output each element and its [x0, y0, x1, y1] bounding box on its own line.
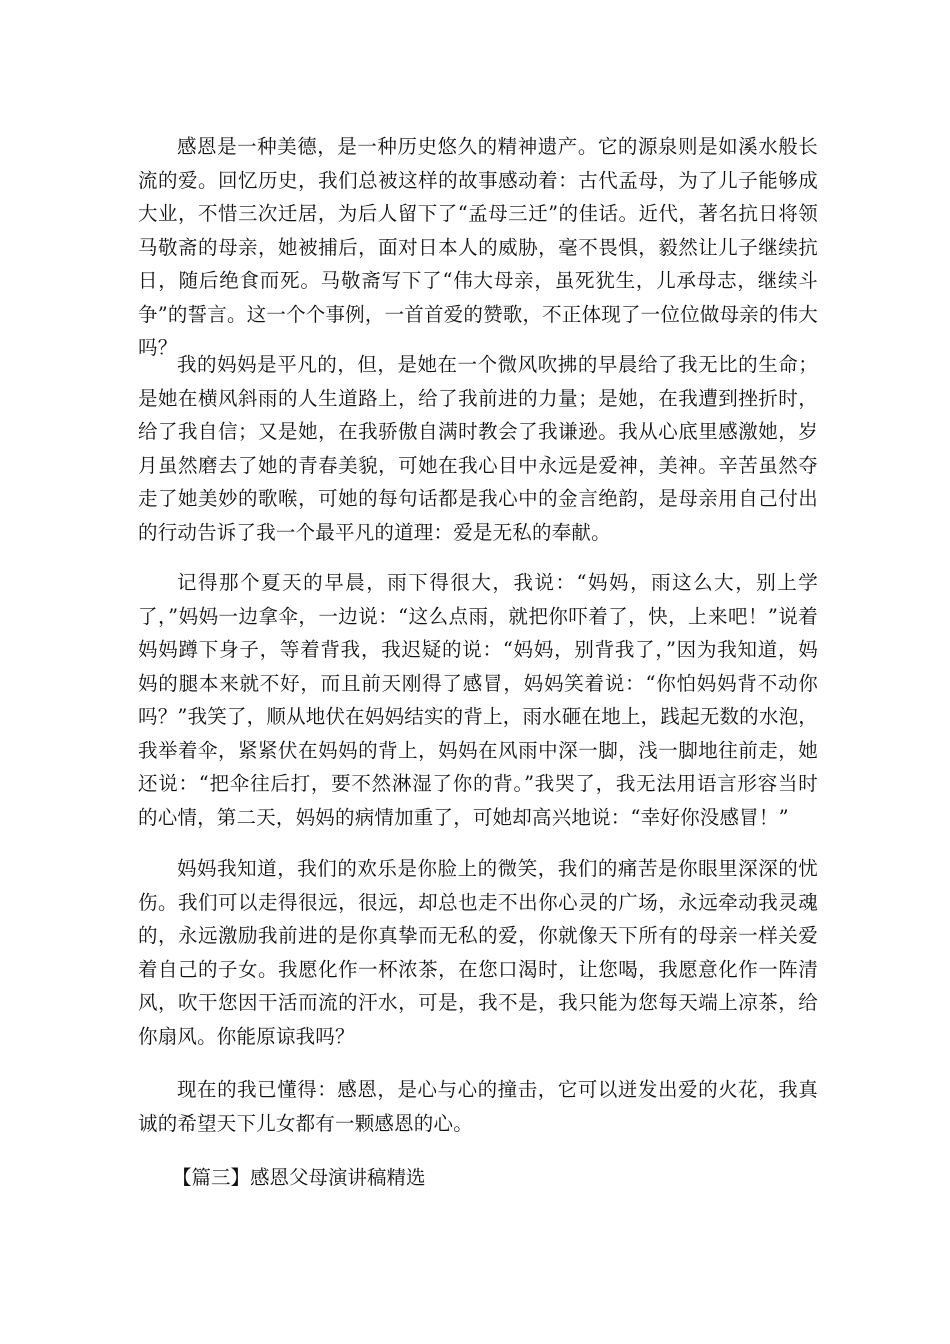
- section-heading: 【篇三】感恩父母演讲稿精选: [172, 1166, 426, 1189]
- paragraph-gratitude-history: 感恩是一种美德，是一种历史悠久的精神遗产。它的源泉则是如溪水般长流的爱。回忆历史，我们总被这样的故事感动着：古代孟母，为了儿子能够成大业，不惜三次迁居，为后人留下了“孟母三迁”的佳话。近代，著名抗日将领马敬斋的母亲，她被捕后，面对日本人的威胁，毫不畏惧，毅然让儿子继续抗日，随后绝食而死。马敬斋写下了“伟大母亲，虽死犹生，儿承母志，继续斗争”的誓言。这一个个事例，一首首爱的赞歌，不正体现了一位位做母亲的伟大吗？: [138, 135, 818, 359]
- paragraph-rainy-morning: 记得那个夏天的早晨，雨下得很大，我说：“妈妈，雨这么大，别上学了，”妈妈一边拿伞，一边说：“这么点雨，就把你吓着了，快，上来吧！”说着妈妈蹲下身子，等着背我，我迟疑的说：“妈妈，别背我了，”因为我知道，妈妈的腿本来就不好，而且前天刚得了感冒，妈妈笑着说：“你怕妈妈背不动你吗？”我笑了，顺从地伏在妈妈结实的背上，雨水砸在地上，践起无数的水泡，我举着伞，紧紧伏在妈妈的背上，妈妈在风雨中深一脚，浅一脚地往前走，她还说：“把伞往后打，要不然淋湿了你的背。”我哭了，我无法用语言形容当时的心情，第二天，妈妈的病情加重了，可她却高兴地说：“幸好你没感冒！”: [138, 571, 818, 829]
- paragraph-ordinary-mother: 我的妈妈是平凡的，但，是她在一个微风吹拂的早晨给了我无比的生命；是她在横风斜雨的人生道路上，给了我前进的力量；是她，在我遭到挫折时，给了我自信；又是她，在我骄傲自满时教会了我谦逊。我从心底里感激她，岁月虽然磨去了她的青春美貌，可她在我心目中永远是爱神，美神。辛苦虽然夺走了她美妙的歌喉，可她的每句话都是我心中的金言绝韵，是母亲用自己付出的行动告诉了我一个最平凡的道理：爱是无私的奉献。: [138, 353, 818, 544]
- paragraph-conclusion: 现在的我已懂得：感恩，是心与心的撞击，它可以迸发出爱的火花，我真诚的希望天下儿女都有一颗感恩的心。: [138, 1078, 818, 1135]
- paragraph-mother-love: 妈妈我知道，我们的欢乐是你脸上的微笑，我们的痛苦是你眼里深深的忧伤。我们可以走得很远，很远，却总也走不出你心灵的广场，永远牵动我灵魂的，永远激励我前进的是你真挚而无私的爱，你就像天下所有的母亲一样关爱着自己的子女。我愿化作一杯浓茶，在您口渴时，让您喝，我愿意化作一阵清风，吹干您因干活而流的汗水，可是，我不是，我只能为您每天端上凉茶，给你扇风。你能原谅我吗？: [138, 857, 818, 1048]
